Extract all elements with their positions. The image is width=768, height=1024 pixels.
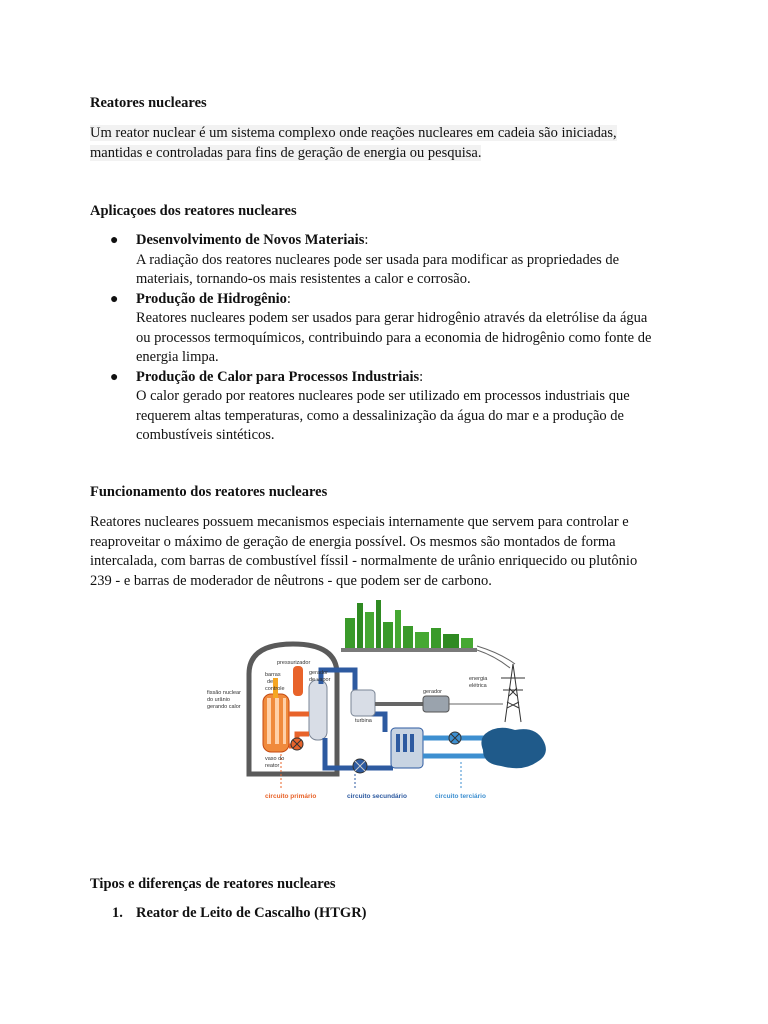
types-list — [90, 904, 367, 924]
turbine — [351, 690, 375, 716]
item-title: Desenvolvimento de Novos Materiais — [136, 232, 365, 248]
label-circuito-primario: circuito primário — [265, 793, 317, 800]
label-fissao-1: fissão nuclear — [207, 690, 241, 696]
pressurizer — [293, 666, 303, 696]
label-gerador-vapor-1: gerador — [309, 670, 328, 676]
label-circuito-terciario: circuito terciário — [435, 793, 486, 800]
item-line: O calor gerado por reatores nucleares pode ser utilizado em processos industriais que — [136, 388, 630, 404]
operation-line: intercalada, com barras de combustível físsil - normalmente de urânio enriquecido ou plutônio — [90, 553, 638, 569]
reactor-diagram — [205, 598, 565, 808]
operation-line: 239 - e barras de moderador de nêutrons - que podem ser de carbono. — [90, 572, 492, 589]
intro-line-2: mantidas e controladas para fins de geração de energia ou pesquisa. — [90, 144, 482, 161]
applications-list — [90, 231, 680, 446]
power-pylon-icon — [501, 664, 525, 722]
operation-line: reaproveitar o máximo de geração de energia possível. Os mesmos são montados de forma — [90, 533, 616, 550]
list-item — [90, 368, 680, 446]
item-line: materiais, tornando-os mais resistentes a calor e corrosão. — [136, 271, 471, 287]
item-line: A radiação dos reatores nucleares pode ser usada para modificar as propriedades de — [136, 251, 620, 268]
section-heading-intro: Reatores nucleares — [90, 95, 207, 111]
operation-line: Reatores nucleares possuem mecanismos especiais internamente que servem para controlar e — [90, 514, 629, 530]
section-heading-operation: Funcionamento dos reatores nucleares — [90, 484, 328, 500]
item-line: combustíveis sintéticos. — [136, 427, 275, 443]
item-colon: : — [419, 368, 424, 385]
water-body — [481, 728, 546, 769]
label-vaso-1: vaso do — [265, 756, 285, 762]
intro-paragraph — [90, 124, 670, 163]
item-line: energia limpa. — [136, 349, 219, 365]
operation-paragraph — [90, 513, 670, 591]
list-item — [90, 904, 367, 924]
label-energia-1: energia — [469, 676, 488, 682]
item-title: Produção de Calor para Processos Industriais — [136, 368, 420, 385]
list-item — [90, 290, 680, 368]
bullet-icon: ● — [110, 369, 119, 385]
item-line: ou processos termoquímicos, contribuindo para a economia de hidrogênio como fonte de — [136, 329, 652, 346]
label-barras-2: de — [267, 679, 274, 685]
list-item — [90, 231, 680, 290]
label-barras-1: barras — [265, 672, 281, 678]
generator — [423, 696, 449, 712]
label-fissao-3: gerando calor — [207, 704, 241, 710]
label-gerador: gerador — [423, 689, 442, 695]
item-line: requerem altas temperaturas, como a dessalinização da água do mar e a produção de — [136, 407, 624, 424]
section-heading-applications: Aplicaçoes dos reatores nucleares — [90, 203, 297, 219]
intro-line-1: Um reator nuclear é um sistema complexo onde reações nucleares em cadeia são iniciadas, — [90, 125, 617, 141]
label-energia-2: elétrica — [469, 683, 487, 689]
item-title: Produção de Hidrogênio — [136, 290, 287, 307]
label-pressurizador: pressurizador — [277, 660, 311, 666]
item-label: Reator de Leito de Cascalho (HTGR) — [136, 905, 367, 921]
label-gerador-vapor-2: de vapor — [309, 677, 331, 683]
reactor-diagram-svg — [205, 598, 565, 808]
power-line — [477, 650, 510, 668]
label-barras-3: controle — [265, 686, 285, 692]
item-number: 1. — [112, 905, 123, 921]
label-turbina: turbina — [355, 718, 372, 724]
bullet-icon: ● — [110, 233, 119, 248]
section-heading-types: Tipos e diferenças de reatores nucleares — [90, 876, 336, 892]
item-line: Reatores nucleares podem ser usados para gerar hidrogênio através da eletrólise da água — [136, 310, 648, 326]
label-fissao-2: do urânio — [207, 697, 230, 703]
steam-generator — [309, 680, 327, 740]
item-colon: : — [286, 290, 291, 307]
label-circuito-secundario: circuito secundário — [347, 793, 407, 800]
item-colon: : — [364, 232, 369, 248]
bullet-icon: ● — [110, 291, 119, 307]
power-line — [477, 646, 515, 664]
city-skyline-icon — [341, 600, 477, 652]
label-vaso-2: reator — [265, 763, 280, 769]
